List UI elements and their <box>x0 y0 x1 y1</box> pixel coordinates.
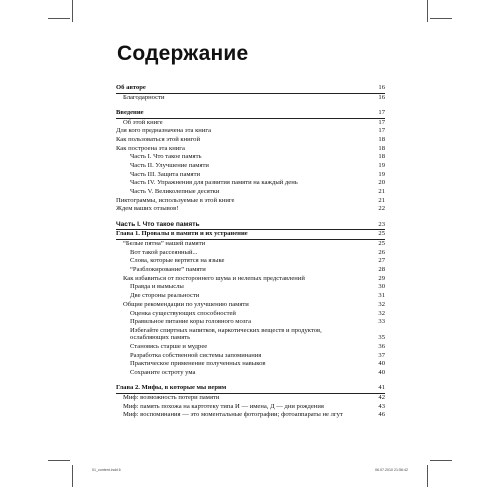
toc-entry-title: Часть V. Великолепные десятки <box>130 188 220 196</box>
toc-entry-page: 42 <box>378 394 385 401</box>
toc-entry-page: 16 <box>378 93 385 101</box>
toc-entry-page: 40 <box>378 369 385 377</box>
toc-entry-page: 18 <box>378 153 385 161</box>
toc-entry-page: 20 <box>378 179 385 187</box>
toc-entry[interactable] <box>116 162 385 171</box>
toc-entry-title: Слова, которые вертятся на языке <box>130 257 225 265</box>
toc-entry-title: Две стороны реальности <box>130 292 200 300</box>
toc-entry-title: Оценка существующих способностей <box>130 309 236 317</box>
toc-entry-title: Вот такой рассеянный... <box>130 248 198 256</box>
toc-entry-title: Введение <box>116 108 144 116</box>
toc-entry[interactable] <box>116 384 385 393</box>
toc-entry-page: 18 <box>378 135 385 143</box>
toc-entry[interactable] <box>116 230 385 239</box>
toc-entry-page: 33 <box>378 318 385 326</box>
toc-entry[interactable] <box>116 403 385 412</box>
toc-entry-page: 23 <box>378 220 385 228</box>
toc-entry[interactable] <box>116 318 385 327</box>
toc-entry-page: 40 <box>378 360 385 368</box>
toc-entry[interactable] <box>116 266 385 275</box>
toc-entry-title: Как построена эта книга <box>116 144 185 152</box>
toc-entry-page: 32 <box>378 300 385 308</box>
toc-entry-title: Часть III. Защита памяти <box>130 170 201 178</box>
toc-entry-page: 26 <box>378 248 385 256</box>
toc-entry-title: Часть II. Улучшение памяти <box>130 162 209 169</box>
toc-entry[interactable] <box>116 188 385 197</box>
toc-entry-title: ослабляющих память <box>130 334 191 342</box>
toc-entry[interactable] <box>116 310 385 319</box>
toc-entry[interactable] <box>116 343 385 352</box>
toc-entry[interactable] <box>116 352 385 361</box>
toc-entry[interactable] <box>116 249 385 258</box>
toc-entry[interactable] <box>116 292 385 301</box>
toc-entry-page: 43 <box>378 402 385 410</box>
toc-entry-title: Благодарности <box>123 93 165 101</box>
toc-entry[interactable] <box>116 394 385 403</box>
toc-entry-page: 32 <box>378 309 385 317</box>
toc-entry[interactable] <box>116 197 385 206</box>
toc-entry-page: 16 <box>378 84 385 91</box>
toc-entry-page: 37 <box>378 351 385 359</box>
toc-entry-page: 19 <box>378 170 385 178</box>
crop-mark <box>72 465 73 487</box>
toc-entry-page: 41 <box>378 384 385 392</box>
toc-entry-page: 46 <box>378 411 385 419</box>
toc-entry-title: Практическое применение полученных навыков <box>130 360 266 368</box>
toc-entry-page: 27 <box>378 257 385 265</box>
toc-entry-title: Общие рекомендации по улучшению памяти <box>123 300 249 308</box>
crop-mark <box>430 460 452 461</box>
footer-filename: 01_content.indd 6 <box>92 468 121 472</box>
crop-mark <box>427 465 428 487</box>
toc-entry-page: 22 <box>378 205 385 213</box>
toc-entry[interactable] <box>116 136 385 145</box>
toc-entry-title: Избегайте спиртных напитков, наркотических веществ и продуктов, <box>130 326 322 334</box>
toc-entry[interactable] <box>116 369 385 378</box>
toc-entry-title: Глава 2. Мифы, в которые мы верим <box>116 384 227 392</box>
toc-entry-page: 28 <box>378 266 385 274</box>
toc-entry-title: Становясь старше и мудрее <box>130 343 208 351</box>
toc-entry[interactable] <box>116 179 385 188</box>
toc-entry-title: Миф: воспоминания — это моментальные фотографии; фотоаппараты не лгут <box>123 411 343 419</box>
toc-entry-page: 25 <box>378 230 385 238</box>
footer-timestamp: 06.07.2010 21:56:42 <box>375 468 408 472</box>
crop-mark <box>48 460 70 461</box>
toc-entry-page: 17 <box>378 118 385 126</box>
crop-mark <box>430 18 452 19</box>
toc-entry[interactable] <box>116 360 385 369</box>
toc-entry[interactable] <box>116 153 385 162</box>
toc-entry-page: 19 <box>378 162 385 169</box>
crop-mark <box>72 0 73 22</box>
toc-entry[interactable] <box>116 411 385 420</box>
toc-entry-title: Часть I. Что такое память <box>130 153 202 161</box>
toc-entry-page: 25 <box>378 240 385 247</box>
table-of-contents <box>116 84 385 420</box>
toc-entry-title: Правильное питание коры головного мозга <box>130 318 251 326</box>
crop-mark <box>427 0 428 22</box>
toc-entry-title: Правда и вымыслы <box>130 283 184 291</box>
toc-entry[interactable] <box>116 205 385 214</box>
toc-entry[interactable] <box>116 334 385 343</box>
toc-entry-page: 17 <box>378 127 385 135</box>
toc-entry[interactable] <box>116 84 385 93</box>
toc-entry[interactable] <box>116 109 385 118</box>
toc-entry-title: Как пользоваться этой книгой <box>116 135 200 143</box>
toc-entry-title: Об этой книге <box>123 118 163 126</box>
toc-entry[interactable] <box>116 119 385 128</box>
toc-entry-page: 21 <box>378 196 385 204</box>
toc-entry[interactable] <box>116 301 385 310</box>
toc-entry-page: 21 <box>378 188 385 196</box>
crop-mark <box>48 18 70 19</box>
toc-entry-page: 31 <box>378 292 385 300</box>
toc-entry-title: Для кого предназначена эта книга <box>116 127 211 135</box>
toc-entry[interactable] <box>116 171 385 180</box>
toc-entry[interactable] <box>116 127 385 136</box>
toc-entry-page: 17 <box>378 108 385 116</box>
toc-entry[interactable] <box>116 257 385 266</box>
toc-entry-page: 18 <box>378 144 385 152</box>
toc-entry-title: “Белые пятна” нашей памяти <box>123 240 206 247</box>
toc-entry-title: Сохраните остроту ума <box>130 369 196 377</box>
toc-entry-title: Об авторе <box>116 84 146 91</box>
toc-entry-title: Ждем ваших отзывов! <box>116 205 179 213</box>
toc-entry-title: Миф: возможность потери памяти <box>123 394 220 401</box>
toc-entry-title: Разработка собственной системы запоминания <box>130 351 262 359</box>
toc-entry-title: Часть IV. Упражнения для развития памяти на каждый день <box>130 179 298 187</box>
toc-entry-title: Пиктограммы, используемые в этой книге <box>116 196 235 204</box>
toc-entry[interactable] <box>116 94 385 103</box>
toc-entry[interactable] <box>116 283 385 292</box>
toc-entry[interactable] <box>116 275 385 284</box>
toc-entry-title: “Разблокирование” памяти <box>130 266 206 274</box>
toc-entry-page: 30 <box>378 283 385 291</box>
toc-entry[interactable] <box>116 240 385 249</box>
toc-entry-page: 29 <box>378 274 385 282</box>
toc-entry-title: Часть I. Что такое память <box>116 220 200 228</box>
toc-entry[interactable] <box>116 327 385 335</box>
toc-entry-page: 35 <box>378 334 385 342</box>
page-title: Содержание <box>117 42 249 65</box>
toc-entry[interactable] <box>116 145 385 154</box>
toc-entry-page: 36 <box>378 343 385 351</box>
toc-entry-title: Миф: память похожа на картотеку типа И — имена, Д — дни рождения <box>123 402 324 410</box>
toc-entry[interactable] <box>116 221 385 230</box>
toc-entry-title: Глава 1. Провалы в памяти и их устранение <box>116 230 248 238</box>
toc-entry-title: Как избавиться от постороннего шума и нелепых представлений <box>123 274 305 282</box>
